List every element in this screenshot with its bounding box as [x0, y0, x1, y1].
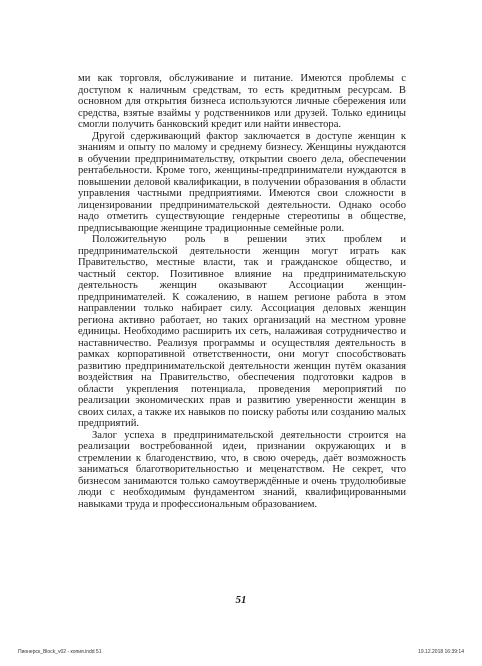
paragraph: Положительную роль в решении этих проблем и предпринимательской деятельности женщин могут играть как Правительство, местные власти, так и гражданское общество, и частный сектор. Позитивное влияние на предпринимательскую деятельность женщин оказывают Ассоциации женщин-предпринимателей. К сожалению, в нашем регионе работа в этом направлении только набирает силу. Ассоциация деловых женщин региона активно работает, но таких организаций на местном уровне единицы. Необходимо расширить их сеть, налаживая сотрудничество и наставничество. Реализуя программы и осуществляя деятельность в рамках корпоративной ответственности, они могут способствовать развитию предпринимательской деятельности женщин путём оказания воздействия на Правительство, обеспечения подготовки кадров в области укрепления потенциала, проведения мероприятий по реализации экономических прав и развитию уверенности женщин в своих силах, а также их навыков по поиску работы или созданию малых предприятий. — [78, 234, 406, 429]
footer-file-info: Пионерск_Block_v02 - копия.indd 51 — [18, 649, 102, 655]
paragraph: Другой сдерживающий фактор заключается в доступе женщин к знаниям и опыту по малому и среднему бизнесу. Женщины нуждаются в обучении предпринимательству, открытии своего дела, обеспечении рентабельности. Кроме того, женщины-предприниматели нуждаются в повышении деловой квалификации, в получении образования в области управления частными предприятиями. Имеются свои сложности в лицензировании предпринимательской деятельности. Однако особо надо отметить существующие гендерные стереотипы в обществе, предписывающие женщине традиционные семейные роли. — [78, 130, 406, 234]
paragraph: Залог успеха в предпринимательской деятельности строится на реализации востребованной идеи, признании окружающих и в стремлении к благоденствию, что, в свою очередь, даёт возможность заниматься благотворительностью и меценатством. Не секрет, что бизнесом занимаются только самоутверждённые и очень трудолюбивые люди с необходимым фундаментом знаний, квалифицированными навыками труда и профессиональным образованием. — [78, 429, 406, 510]
body-text — [78, 73, 406, 510]
paragraph-continuation: ми как торговля, обслуживание и питание. Имеются проблемы с доступом к наличным средствам, то есть кредитным ресурсам. В основном для открытия бизнеса используются личные сбережения или средства, взятые взаймы у родственников или друзей. Только единицы смогли получить банковский кредит или найти инвестора. — [78, 73, 406, 130]
page-number: 51 — [235, 594, 247, 606]
footer-timestamp: 19.12.2018 16:39:14 — [418, 649, 464, 655]
